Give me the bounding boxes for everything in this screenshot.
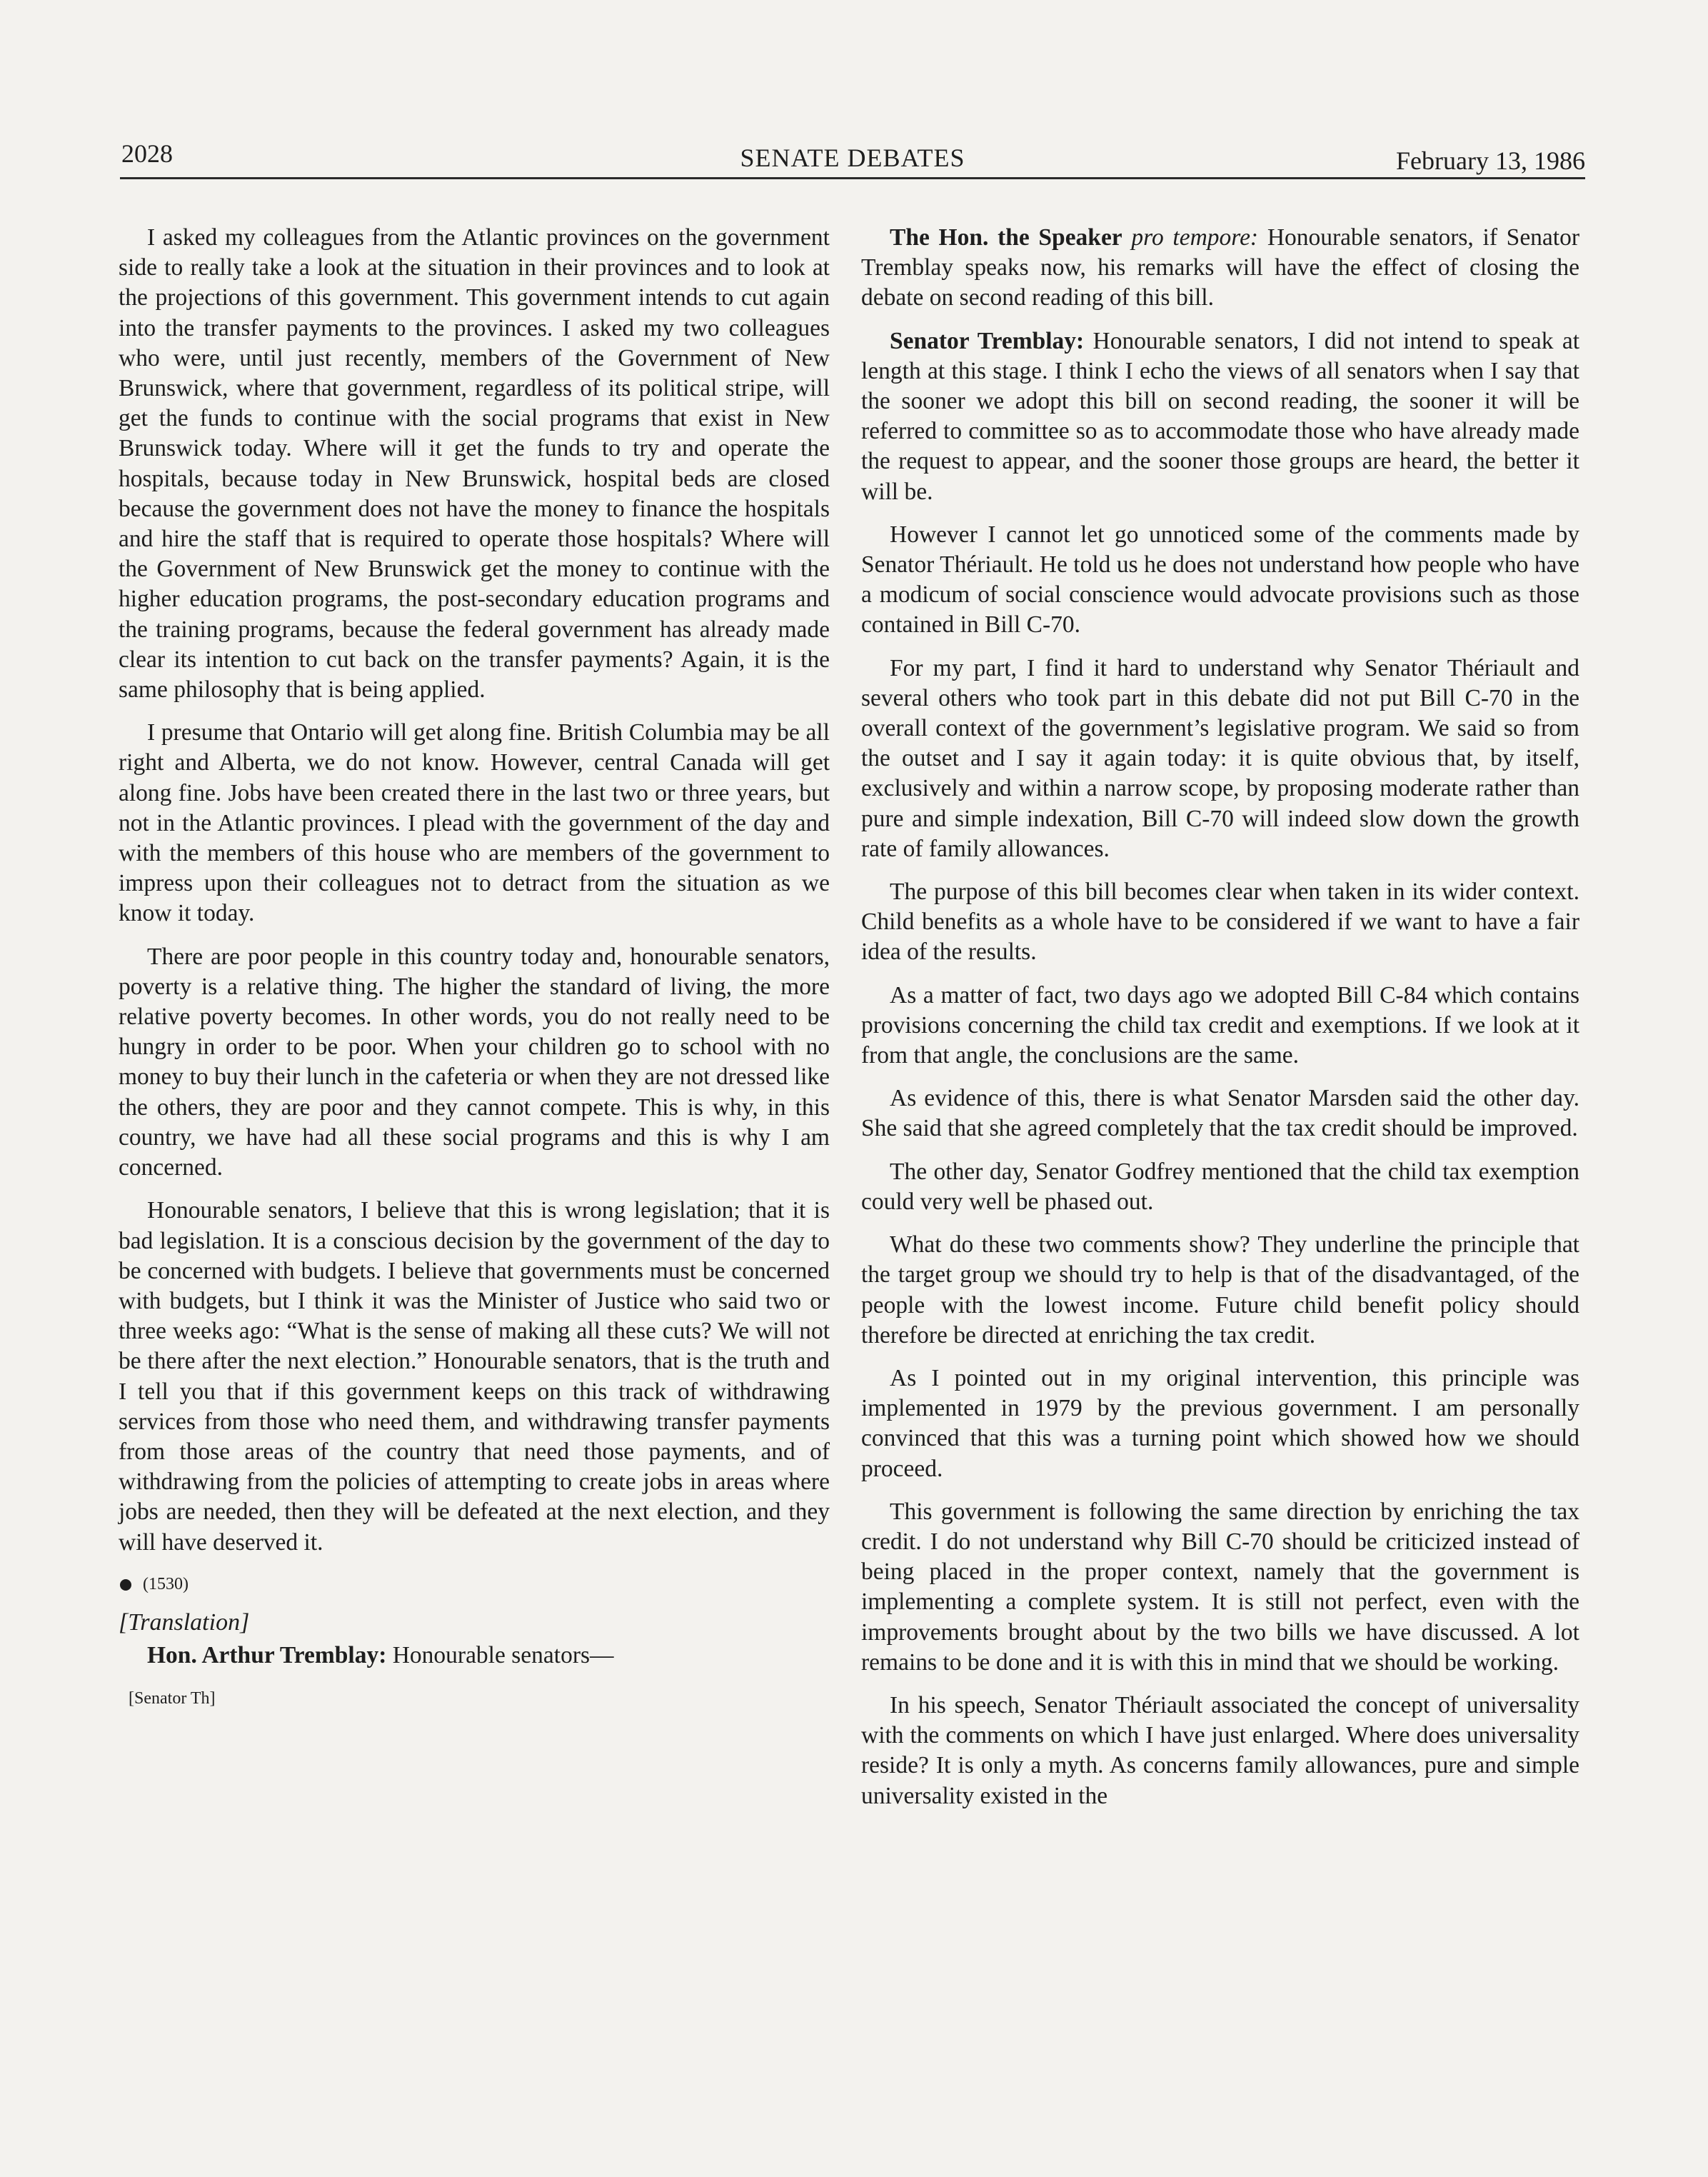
- speaker-text: Honourable senators, if Senator Tremblay speaks now, his remarks will have the effect of closing the debate on second reading of this bill.: [861, 224, 1580, 311]
- footnote: [Senator Th]: [129, 1689, 216, 1708]
- paragraph: As I pointed out in my original intervention, this principle was implemented in 1979 by the previous government. I am personally convinced that this was a turning point which showed how we should proceed.: [861, 1364, 1579, 1482]
- paragraph: In his speech, Senator Thériault associated the concept of universality with the comments on which I have just enlarged. Where does universality reside? It is only a myth. As concerns family allowances, pure and simple universality existed in the: [861, 1691, 1579, 1809]
- right-column: [861, 223, 1579, 1824]
- speaker-name: Senator Tremblay:: [890, 327, 1085, 354]
- bullet-icon: [120, 1579, 131, 1591]
- paragraph: There are poor people in this country today and, honourable senators, poverty is a relative thing. The higher the standard of living, the more relative poverty becomes. In other words, you do not really need to be hungry in order to be poor. When your children go to school with no money to buy their lunch in the cafeteria or when they are not dressed like the others, they are poor and they cannot compete. This is why, in this country, we have had all these social programs and this is why I am concerned.: [119, 943, 830, 1181]
- speaker-name: Hon. Arthur Tremblay:: [147, 1641, 387, 1668]
- speaker-paragraph: [119, 1641, 830, 1671]
- paragraph: As a matter of fact, two days ago we adopted Bill C-84 which contains provisions concerning the child tax credit and exemptions. If we look at it from that angle, the conclusions are the same.: [861, 981, 1579, 1069]
- publication-title: SENATE DEBATES: [740, 144, 965, 172]
- paragraph: The other day, Senator Godfrey mentioned that the child tax exemption could very well be phased out.: [861, 1158, 1579, 1215]
- page-header: [120, 137, 1585, 179]
- speaker-name: The Hon. the Speaker: [890, 224, 1122, 251]
- translation-label: [Translation]: [119, 1608, 250, 1636]
- publication-date: February 13, 1986: [1396, 146, 1585, 175]
- paragraph: I asked my colleagues from the Atlantic provinces on the government side to really take a look at the situation in their provinces and to look at the projections of this government. This government intends to cut again into the transfer payments to the provinces. I asked my two colleagues who were, until just recently, members of the Government of New Brunswick, where that government, regardless of its political stripe, will get the funds to continue with the social programs that exist in New Brunswick today. Where will it get the funds to try and operate the hospitals, because today in New Brunswick, hospital beds are closed because the government does not have the money to finance the hospitals and hire the staff that is required to operate those hospitals? Where will the Government of New Brunswick get the money to continue with the higher education programs, the post-secondary education programs and the training programs, because the federal government has already made clear its intention to cut back on the transfer payments? Again, it is the same philosophy that is being applied.: [119, 224, 830, 704]
- page-number: 2028: [121, 139, 173, 168]
- left-column: [119, 223, 830, 1713]
- paragraph: As evidence of this, there is what Senator Marsden said the other day. She said that she agreed completely that the tax credit should be improved.: [861, 1085, 1579, 1142]
- paragraph: Honourable senators, I believe that this is wrong legislation; that it is bad legislation. It is a conscious decision by the government of the day to be concerned with budgets. I believe that governments must be concerned with budgets, but I think it was the Minister of Justice who said two or three weeks ago: “What is the sense of making all these cuts? We will not be there after the next election.” Honourable senators, that is the truth and I tell you that if this government keeps on this track of withdrawing services from those who need them, and withdrawing transfer payments from those areas of the country that need those payments, and of withdrawing from the policies of attempting to create jobs in areas where jobs are needed, then they will be defeated at the next election, and they will have deserved it.: [119, 1197, 830, 1556]
- paragraph: What do these two comments show? They underline the principle that the target group we should try to help is that of the disadvantaged, of the people with the lowest income. Future child benefit policy should therefore be directed at enriching the tax credit.: [861, 1231, 1579, 1348]
- paragraph: The purpose of this bill becomes clear when taken in its wider context. Child benefits as a whole have to be considered if we want to have a fair idea of the results.: [861, 879, 1579, 966]
- speaker-title: pro tempore:: [1131, 224, 1259, 251]
- speaker-text: Honourable senators, I did not intend to speak at length at this stage. I think I echo the views of all senators when I say that the sooner we adopt this bill on second reading, the sooner it will be referred to committee so as to accommodate those who have already made the request to appear, and the sooner those groups are heard, the better it will be.: [861, 327, 1580, 505]
- time-marker: [120, 1573, 830, 1595]
- speaker-text: Honourable senators—: [392, 1641, 614, 1668]
- speaker-paragraph: [861, 223, 1579, 314]
- paragraph: This government is following the same direction by enriching the tax credit. I do not understand why Bill C-70 should be criticized instead of being placed in the proper context, namely that the government is implementing a complete system. It is still not perfect, even with the improvements brought about by the two bills we have discussed. A lot remains to be done and it is with this in mind that we should be working.: [861, 1498, 1579, 1676]
- paragraph: For my part, I find it hard to understand why Senator Thériault and several others who took part in this debate did not put Bill C-70 in the overall context of the government’s legislative program. We said so from the outset and I say it again today: it is quite obvious that, by itself, exclusively and within a narrow scope, by proposing moderate rather than pure and simple indexation, Bill C-70 will indeed slow down the growth rate of family allowances.: [861, 654, 1579, 862]
- speaker-paragraph: [861, 326, 1579, 507]
- paragraph: However I cannot let go unnoticed some of the comments made by Senator Thériault. He told us he does not understand how people who have a modicum of social conscience would advocate provisions such as those contained in Bill C-70.: [861, 521, 1579, 639]
- time-marker-text: (1530): [143, 1574, 189, 1593]
- paragraph: I presume that Ontario will get along fine. British Columbia may be all right and Alberta, we do not know. However, central Canada will get along fine. Jobs have been created there in the last two or three years, but not in the Atlantic provinces. I plead with the government of the day and with the members of this house who are members of the government to impress upon their colleagues not to detract from the situation as we know it today.: [119, 719, 830, 927]
